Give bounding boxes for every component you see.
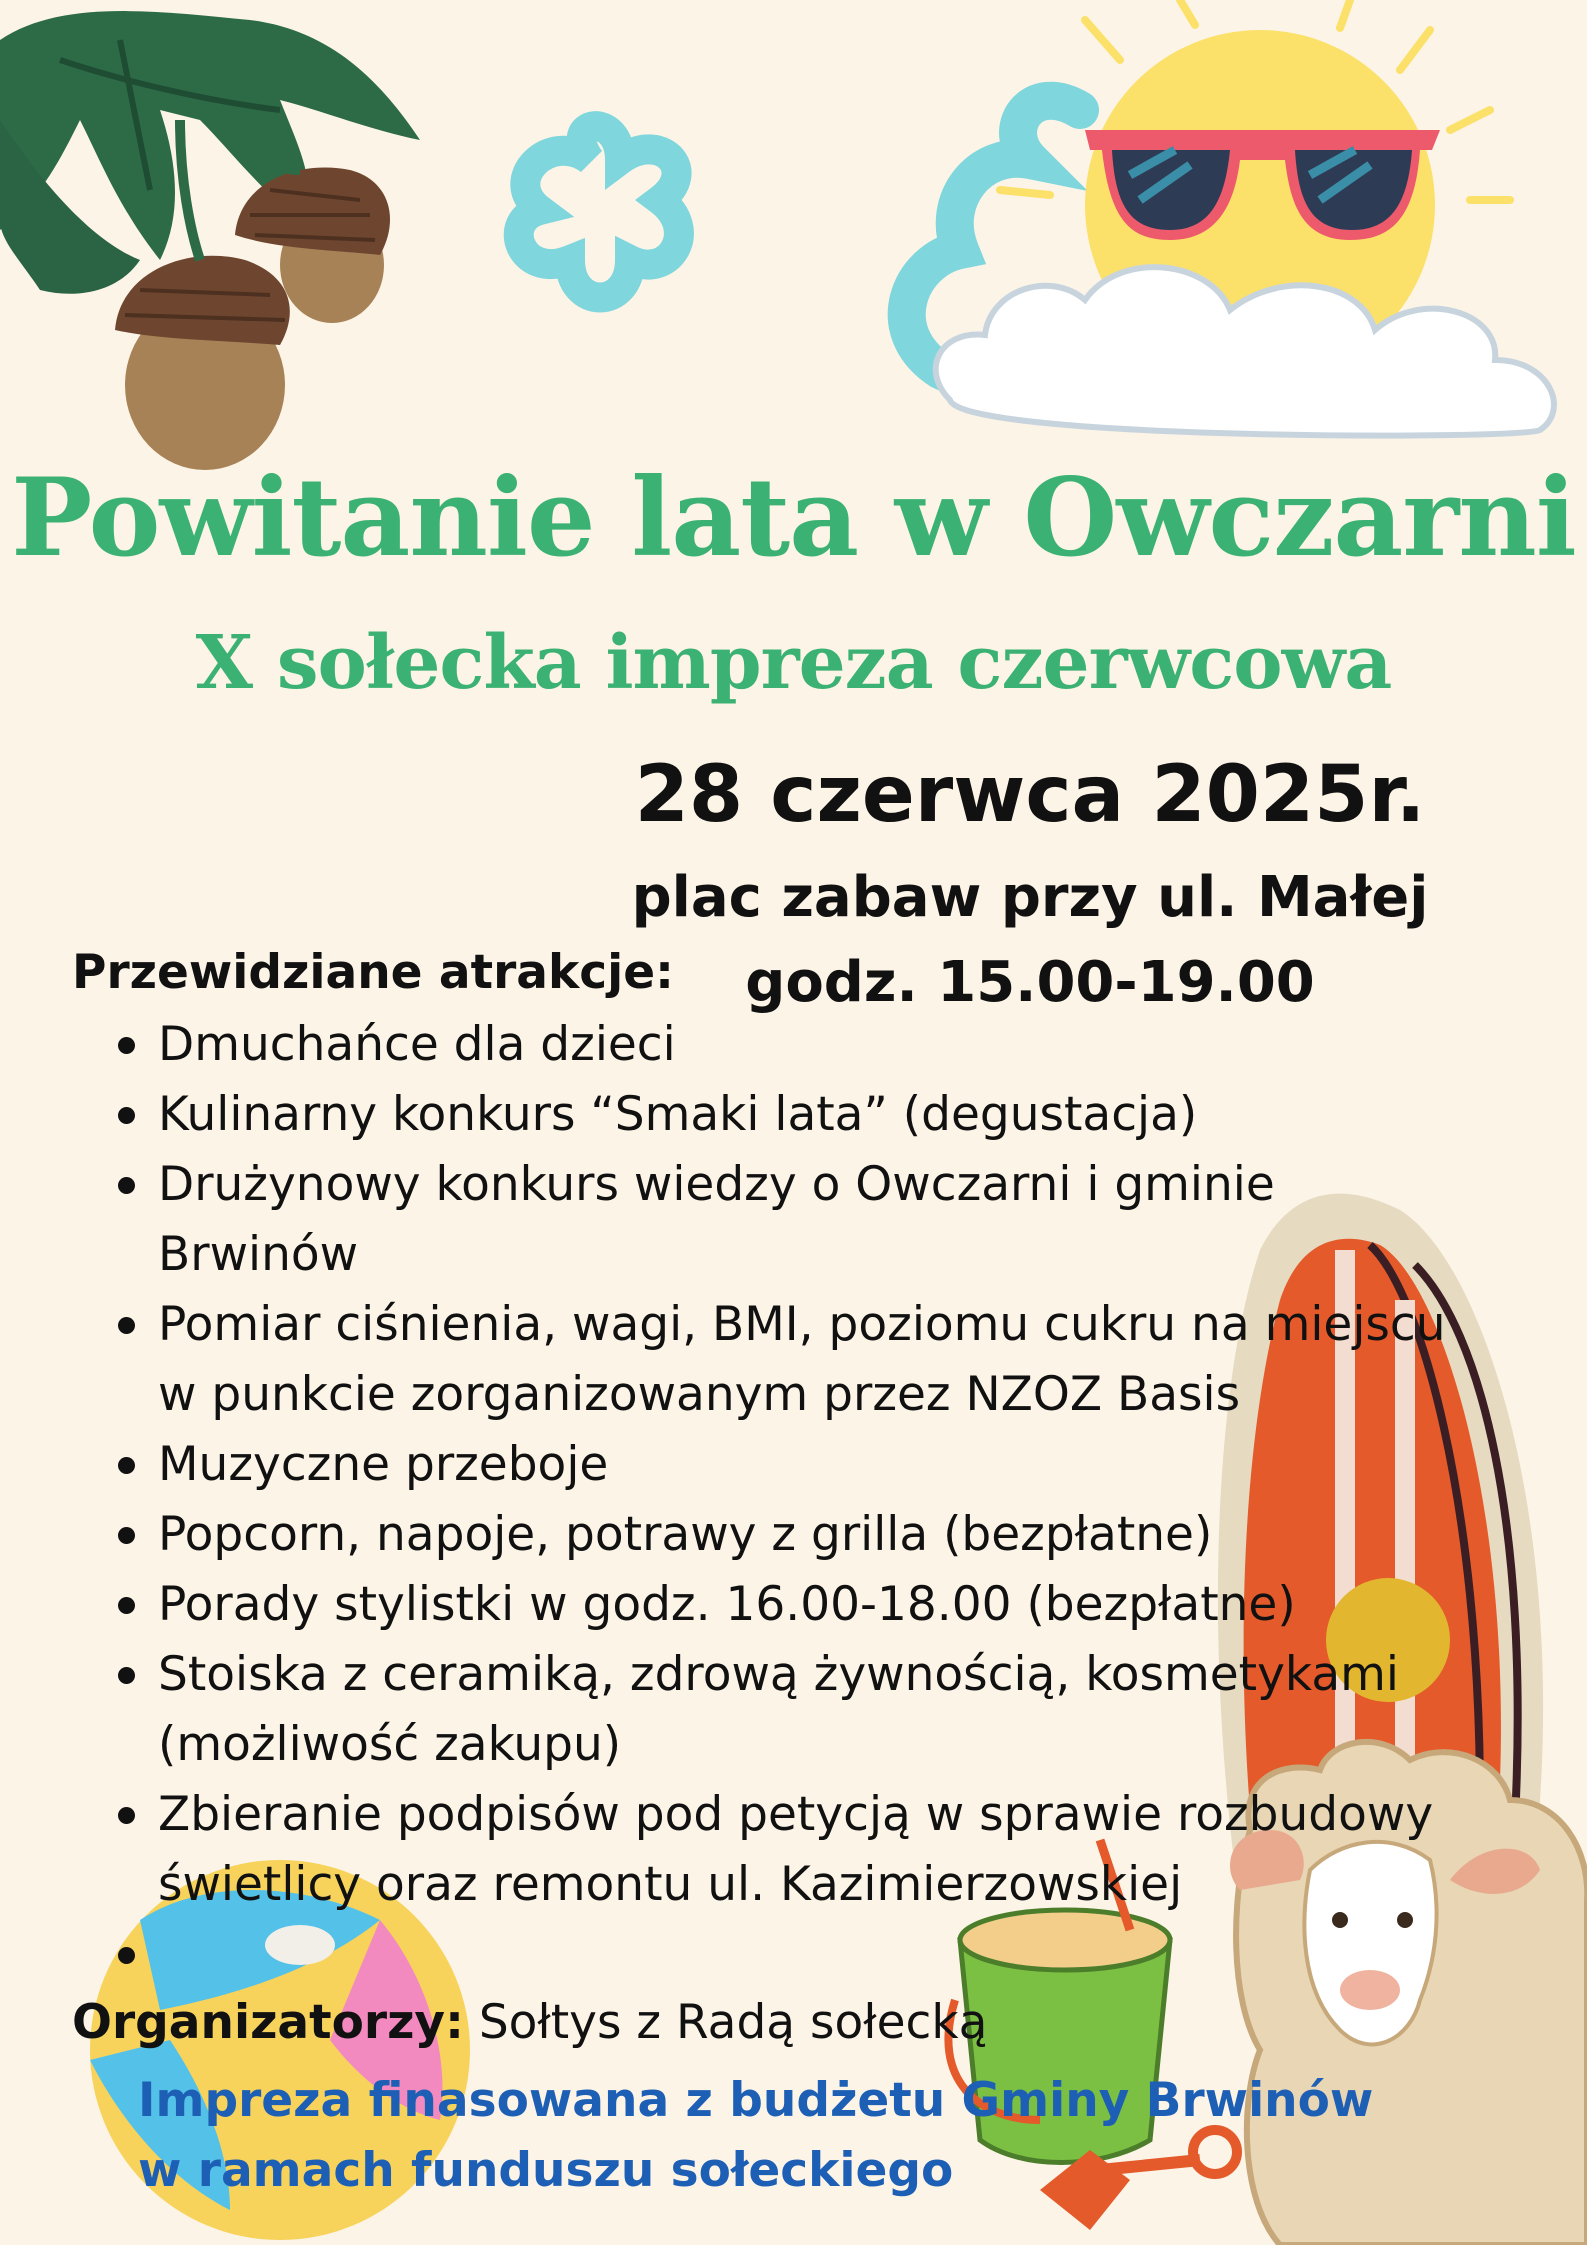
flower-icon [519, 126, 679, 297]
list-item [72, 1430, 1492, 1500]
list-item [72, 1570, 1492, 1640]
bullet-icon [118, 1177, 135, 1194]
list-item-text: Kulinarny konkurs “Smaki lata” (degustacja) [158, 1087, 1198, 1142]
organizers [72, 1995, 987, 2050]
bullet-icon [118, 1597, 135, 1614]
list-item-text: Pomiar ciśnienia, wagi, BMI, poziomu cukru na miejscu w punkcie zorganizowanym przez NZOZ Basis [158, 1297, 1446, 1422]
list-item [72, 1640, 1492, 1780]
organizers-label: Organizatorzy: [72, 1995, 464, 2050]
bullet-icon [118, 1317, 135, 1334]
page-subtitle: X sołecka impreza czerwcowa [195, 620, 1392, 706]
list-item [72, 1080, 1492, 1150]
list-item [72, 1150, 1358, 1290]
page-title: Powitanie lata w Owczarni [11, 455, 1576, 581]
list-item-text: Muzyczne przeboje [158, 1437, 609, 1492]
list-item-text: Dmuchańce dla dzieci [158, 1017, 676, 1072]
list-item-text: Zbieranie podpisów pod petycją w sprawie rozbudowy świetlicy oraz remontu ul. Kazimierzowskiej [158, 1787, 1434, 1912]
bullet-icon [118, 1807, 135, 1824]
list-item [72, 1500, 1492, 1570]
bullet-icon [118, 1667, 135, 1684]
bullet-icon [118, 1527, 135, 1544]
list-item [72, 1010, 1492, 1080]
bullet-icon [118, 1107, 135, 1124]
list-item-text: Popcorn, napoje, potrawy z grilla (bezpłatne) [158, 1507, 1213, 1562]
list-item [72, 1920, 1492, 1990]
funding-note [138, 2066, 1373, 2206]
list-item-text: Drużynowy konkurs wiedzy o Owczarni i gminie Brwinów [158, 1157, 1275, 1282]
list-item [72, 1780, 1492, 1920]
bullet-icon [118, 1947, 135, 1964]
list-item [72, 1290, 1492, 1430]
organizers-value: Sołtys z Radą sołecką [478, 1995, 988, 2050]
attractions-heading: Przewidziane atrakcje: [72, 945, 674, 1000]
bullet-icon [118, 1037, 135, 1054]
bullet-icon [118, 1457, 135, 1474]
list-item-text: Porady stylistki w godz. 16.00-18.00 (bezpłatne) [158, 1577, 1296, 1632]
event-date: 28 czerwca 2025r. [634, 750, 1426, 840]
attractions-list [72, 1010, 1492, 1990]
funding-line-1: Impreza finasowana z budżetu Gminy Brwinów [138, 2073, 1374, 2128]
event-hours: godz. 15.00-19.00 [745, 950, 1315, 1015]
event-place: plac zabaw przy ul. Małej [631, 865, 1429, 930]
funding-line-2: w ramach funduszu sołeckiego [138, 2143, 954, 2198]
list-item-text: Stoiska z ceramiką, zdrową żywnością, kosmetykami (możliwość zakupu) [158, 1647, 1399, 1772]
